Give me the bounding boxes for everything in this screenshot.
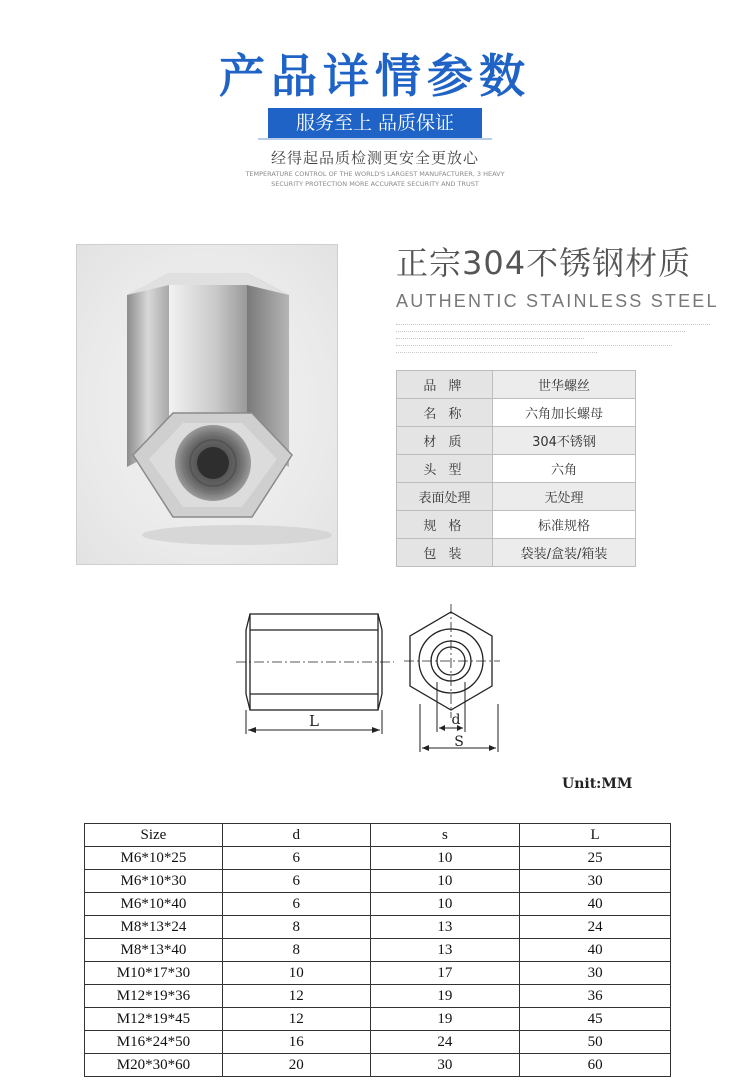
cell-size: M12*19*36	[85, 985, 223, 1008]
cell-s: 19	[370, 985, 520, 1008]
spec-row	[397, 399, 636, 427]
spec-key: 材 质	[397, 427, 493, 455]
cell-L: 30	[520, 870, 671, 893]
slogan-english-line1: TEMPERATURE CONTROL OF THE WORLD'S LARGEST MANUFACTURER, 3 HEAVY	[245, 170, 505, 178]
cell-size: M6*10*30	[85, 870, 223, 893]
spec-row	[397, 427, 636, 455]
cell-d: 6	[222, 870, 370, 893]
material-title-cn: 正宗304不锈钢材质	[396, 244, 692, 282]
cell-s: 10	[370, 893, 520, 916]
header-d: d	[222, 824, 370, 847]
cell-d: 10	[222, 962, 370, 985]
size-table	[84, 823, 671, 1077]
cell-size: M6*10*25	[85, 847, 223, 870]
slogan: 经得起品质检测更安全更放心	[270, 149, 479, 167]
hex-nut-illustration	[77, 245, 339, 566]
spec-value: 304不锈钢	[493, 427, 636, 455]
spec-row	[397, 455, 636, 483]
spec-value: 六角	[493, 455, 636, 483]
cell-s: 30	[370, 1054, 520, 1077]
cell-L: 50	[520, 1031, 671, 1054]
spec-key: 品 牌	[397, 371, 493, 399]
label-L: L	[309, 712, 319, 730]
spec-row	[397, 511, 636, 539]
header-L: L	[520, 824, 671, 847]
table-row	[85, 1054, 671, 1077]
cell-s: 17	[370, 962, 520, 985]
table-row	[85, 962, 671, 985]
table-row	[85, 870, 671, 893]
unit-label: Unit:MM	[562, 776, 633, 792]
cell-size: M10*17*30	[85, 962, 223, 985]
cell-d: 20	[222, 1054, 370, 1077]
cell-d: 6	[222, 893, 370, 916]
table-row	[85, 916, 671, 939]
product-photo	[76, 244, 338, 565]
spec-row	[397, 371, 636, 399]
cell-s: 13	[370, 916, 520, 939]
cell-s: 10	[370, 847, 520, 870]
spec-table	[396, 370, 636, 567]
cell-L: 45	[520, 1008, 671, 1031]
cell-L: 40	[520, 893, 671, 916]
cell-size: M12*19*45	[85, 1008, 223, 1031]
size-table-body	[85, 847, 671, 1077]
cell-L: 36	[520, 985, 671, 1008]
slogan-english	[0, 169, 750, 189]
spec-key: 名 称	[397, 399, 493, 427]
header-size: Size	[85, 824, 223, 847]
cell-s: 13	[370, 939, 520, 962]
table-row	[85, 939, 671, 962]
cell-size: M8*13*40	[85, 939, 223, 962]
cell-size: M16*24*50	[85, 1031, 223, 1054]
spec-key: 表面处理	[397, 483, 493, 511]
spec-value: 六角加长螺母	[493, 399, 636, 427]
spec-value: 无处理	[493, 483, 636, 511]
spec-key: 规 格	[397, 511, 493, 539]
technical-drawing	[236, 604, 516, 754]
cell-d: 16	[222, 1031, 370, 1054]
table-row	[85, 893, 671, 916]
cell-size: M20*30*60	[85, 1054, 223, 1077]
label-d: d	[451, 712, 461, 728]
decorative-fine-print	[396, 322, 710, 356]
header-s: s	[370, 824, 520, 847]
table-row	[85, 1031, 671, 1054]
table-row	[85, 1008, 671, 1031]
spec-key: 头 型	[397, 455, 493, 483]
spec-value: 袋装/盒装/箱装	[493, 539, 636, 567]
cell-s: 19	[370, 1008, 520, 1031]
table-row	[85, 985, 671, 1008]
cell-L: 30	[520, 962, 671, 985]
quality-badge: 服务至上 品质保证	[268, 108, 482, 139]
spec-value: 标准规格	[493, 511, 636, 539]
cell-d: 8	[222, 939, 370, 962]
cell-d: 8	[222, 916, 370, 939]
cell-d: 12	[222, 1008, 370, 1031]
cell-L: 24	[520, 916, 671, 939]
badge-underline	[258, 138, 492, 140]
size-table-header	[85, 824, 671, 847]
cell-s: 24	[370, 1031, 520, 1054]
cell-size: M8*13*24	[85, 916, 223, 939]
label-S: S	[454, 734, 464, 750]
cell-d: 6	[222, 847, 370, 870]
material-title-en: AUTHENTIC STAINLESS STEEL	[396, 291, 719, 311]
spec-key: 包 装	[397, 539, 493, 567]
cell-s: 10	[370, 870, 520, 893]
cell-size: M6*10*40	[85, 893, 223, 916]
table-row	[85, 847, 671, 870]
slogan-english-line2: SECURITY PROTECTION MORE ACCURATE SECURITY AND TRUST	[271, 180, 479, 188]
cell-L: 25	[520, 847, 671, 870]
page-title: 产品详情参数	[219, 49, 531, 103]
cell-d: 12	[222, 985, 370, 1008]
cell-L: 60	[520, 1054, 671, 1077]
spec-row	[397, 483, 636, 511]
cell-L: 40	[520, 939, 671, 962]
spec-row	[397, 539, 636, 567]
spec-value: 世华螺丝	[493, 371, 636, 399]
